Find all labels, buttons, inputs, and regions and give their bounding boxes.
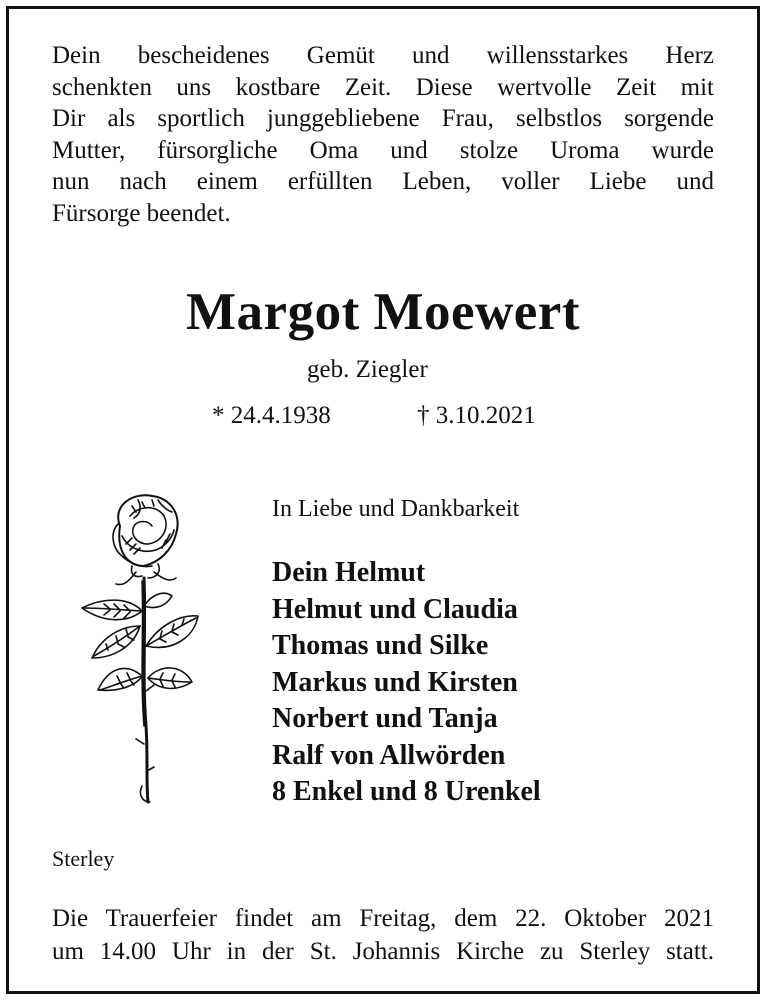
funeral-info [52,902,714,968]
intro-line: Dir als sportlich junggebliebene Frau, selbstlos sorgende [52,105,714,132]
mourner-list [272,555,541,811]
birth-date: * 24.4.1938 [212,402,331,429]
mourner-name: 8 Enkel und 8 Urenkel [272,776,541,807]
mourner-name: Norbert und Tanja [272,703,498,734]
mourner-name: Dein Helmut [272,557,426,588]
deceased-name: Margot Moewert [186,283,580,341]
intro-line: Mutter, fürsorgliche Oma und stolze Uroma wurde [52,136,714,164]
intro-line: schenkten uns kostbare Zeit. Diese wertvolle Zeit mit [52,73,714,101]
place-name: Sterley [52,846,115,871]
intro-line: Dein bescheidenes Gemüt und willensstarkes Herz [52,42,714,69]
intro-line: Fürsorge beendet. [52,199,231,227]
rose-icon [72,486,212,811]
closing-intro: In Liebe und Dankbarkeit [272,496,520,522]
mourner-name: Thomas und Silke [272,630,489,661]
funeral-line: um 14.00 Uhr in der St. Johannis Kirche zu Sterley statt. [52,938,714,965]
mourner-name: Helmut und Claudia [272,593,518,625]
intro-text [52,40,714,229]
mourner-name: Ralf von Allwörden [272,739,506,771]
death-date: † 3.10.2021 [417,402,536,429]
mourner-name: Markus und Kirsten [272,666,518,698]
intro-line: nun nach einem erfüllten Leben, voller Liebe und [52,168,714,195]
funeral-line: Die Trauerfeier findet am Freitag, dem 22. Oktober 2021 [52,905,714,932]
maiden-name: geb. Ziegler [307,356,428,383]
